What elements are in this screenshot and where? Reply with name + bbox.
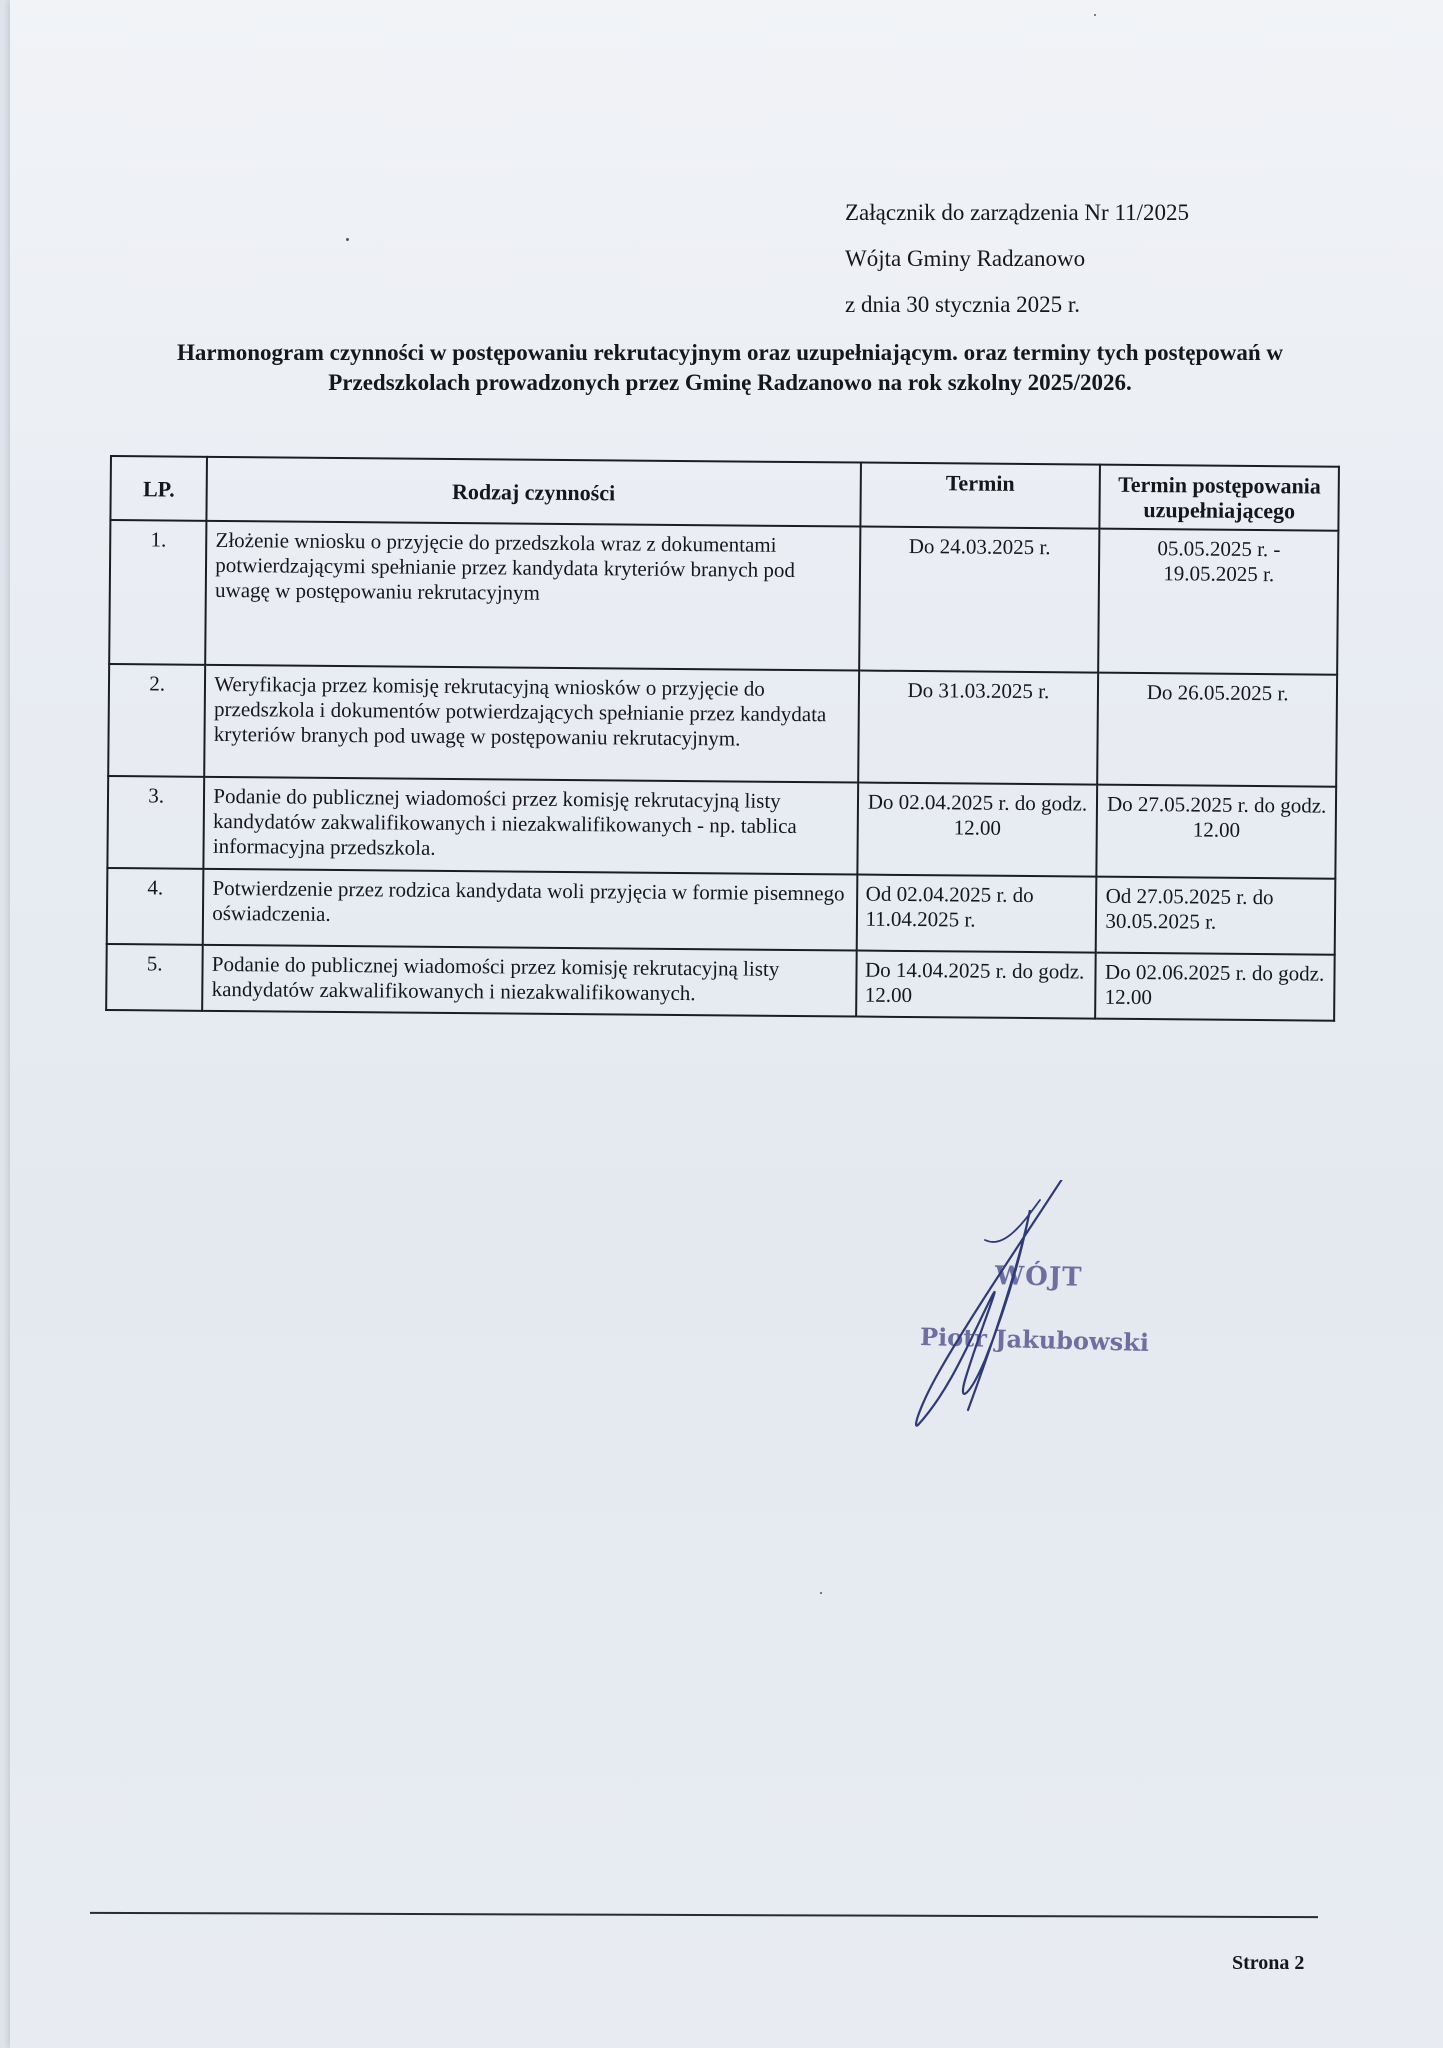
header-lp: LP.	[110, 456, 207, 521]
signature-stroke	[985, 1200, 1040, 1242]
row-term-supplementary: Od 27.05.2025 r. do 30.05.2025 r.	[1096, 877, 1335, 955]
attachment-header	[845, 190, 1189, 328]
row-term-supplementary: 05.05.2025 r. - 19.05.2025 r.	[1099, 529, 1339, 675]
row-activity: Potwierdzenie przez rodzica kandydata woli przyjęcia w formie pisemnego oświadczenia.	[203, 869, 857, 951]
table-row	[107, 868, 1336, 955]
row-term-supplementary: Do 27.05.2025 r. do godz. 12.00	[1097, 785, 1336, 879]
row-lp: 4.	[107, 868, 204, 945]
table-row	[109, 520, 1338, 675]
table-row	[107, 776, 1336, 879]
footer-divider	[90, 1912, 1318, 1918]
table-row	[108, 664, 1337, 787]
row-term: Do 14.04.2025 r. do godz. 12.00	[856, 951, 1096, 1019]
document-page	[10, 0, 1443, 2048]
header-term-supplementary: Termin postępowania uzupełniającego	[1100, 465, 1339, 531]
row-lp: 2.	[108, 664, 205, 777]
paper-speck	[820, 1592, 822, 1594]
attachment-line-1: Załącznik do zarządzenia Nr 11/2025	[845, 200, 1189, 225]
row-activity: Podanie do publicznej wiadomości przez komisję rekrutacyjną listy kandydatów zakwalifikowanych i niezakwalifikowanych - np. tablica informacyjna przedszkola.	[204, 777, 858, 875]
row-activity: Weryfikacja przez komisję rekrutacyjną wniosków o przyjęcie do przedszkola i dokumentów potwierdzających spełnianie przez kandydata kryteriów branych pod uwagę w postępowaniu rekrutacyjnym.	[204, 665, 858, 783]
schedule-table	[105, 455, 1340, 1022]
stamp-title: WÓJT	[994, 1261, 1083, 1293]
header-activity: Rodzaj czynności	[207, 457, 861, 527]
document-title: Harmonogram czynności w postępowaniu rekrutacyjnym oraz uzupełniającym. oraz terminy tych postępowań w Przedszkolach prowadzonych przez Gminę Radzanowo na rok szkolny 2025/2026.	[176, 340, 1284, 395]
row-term-supplementary: Do 02.06.2025 r. do godz. 12.00	[1096, 953, 1335, 1021]
row-lp: 1.	[109, 520, 207, 665]
handwritten-signature	[910, 1180, 1370, 1440]
signature-stroke	[916, 1180, 1350, 1426]
page-number: Strona 2	[1232, 1952, 1305, 1974]
row-activity: Podanie do publicznej wiadomości przez komisję rekrutacyjną listy kandydatów zakwalifikowanych i niezakwalifikowanych.	[202, 945, 856, 1017]
paper-speck	[1094, 14, 1096, 16]
table-row	[106, 944, 1335, 1021]
stamp-name: Piotr Jakubowski	[919, 1322, 1150, 1357]
row-activity: Złożenie wniosku o przyjęcie do przedszkola wraz z dokumentami potwierdzającymi spełnianie przez kandydata kryteriów branych pod uwagę w postępowaniu rekrutacyjnym	[205, 521, 859, 671]
row-term-supplementary: Do 26.05.2025 r.	[1098, 673, 1338, 787]
row-lp: 5.	[106, 944, 203, 1011]
row-term: Do 02.04.2025 r. do godz. 12.00	[857, 783, 1098, 877]
row-term: Do 31.03.2025 r.	[858, 671, 1099, 785]
row-lp: 3.	[107, 776, 204, 869]
row-term: Do 24.03.2025 r.	[859, 527, 1100, 673]
table-header-row	[110, 456, 1339, 531]
attachment-line-3: z dnia 30 stycznia 2025 r.	[845, 292, 1081, 317]
row-term: Od 02.04.2025 r. do 11.04.2025 r.	[856, 875, 1097, 953]
header-term: Termin	[860, 463, 1100, 529]
paper-speck	[346, 238, 349, 241]
attachment-line-2: Wójta Gminy Radzanowo	[845, 246, 1086, 271]
